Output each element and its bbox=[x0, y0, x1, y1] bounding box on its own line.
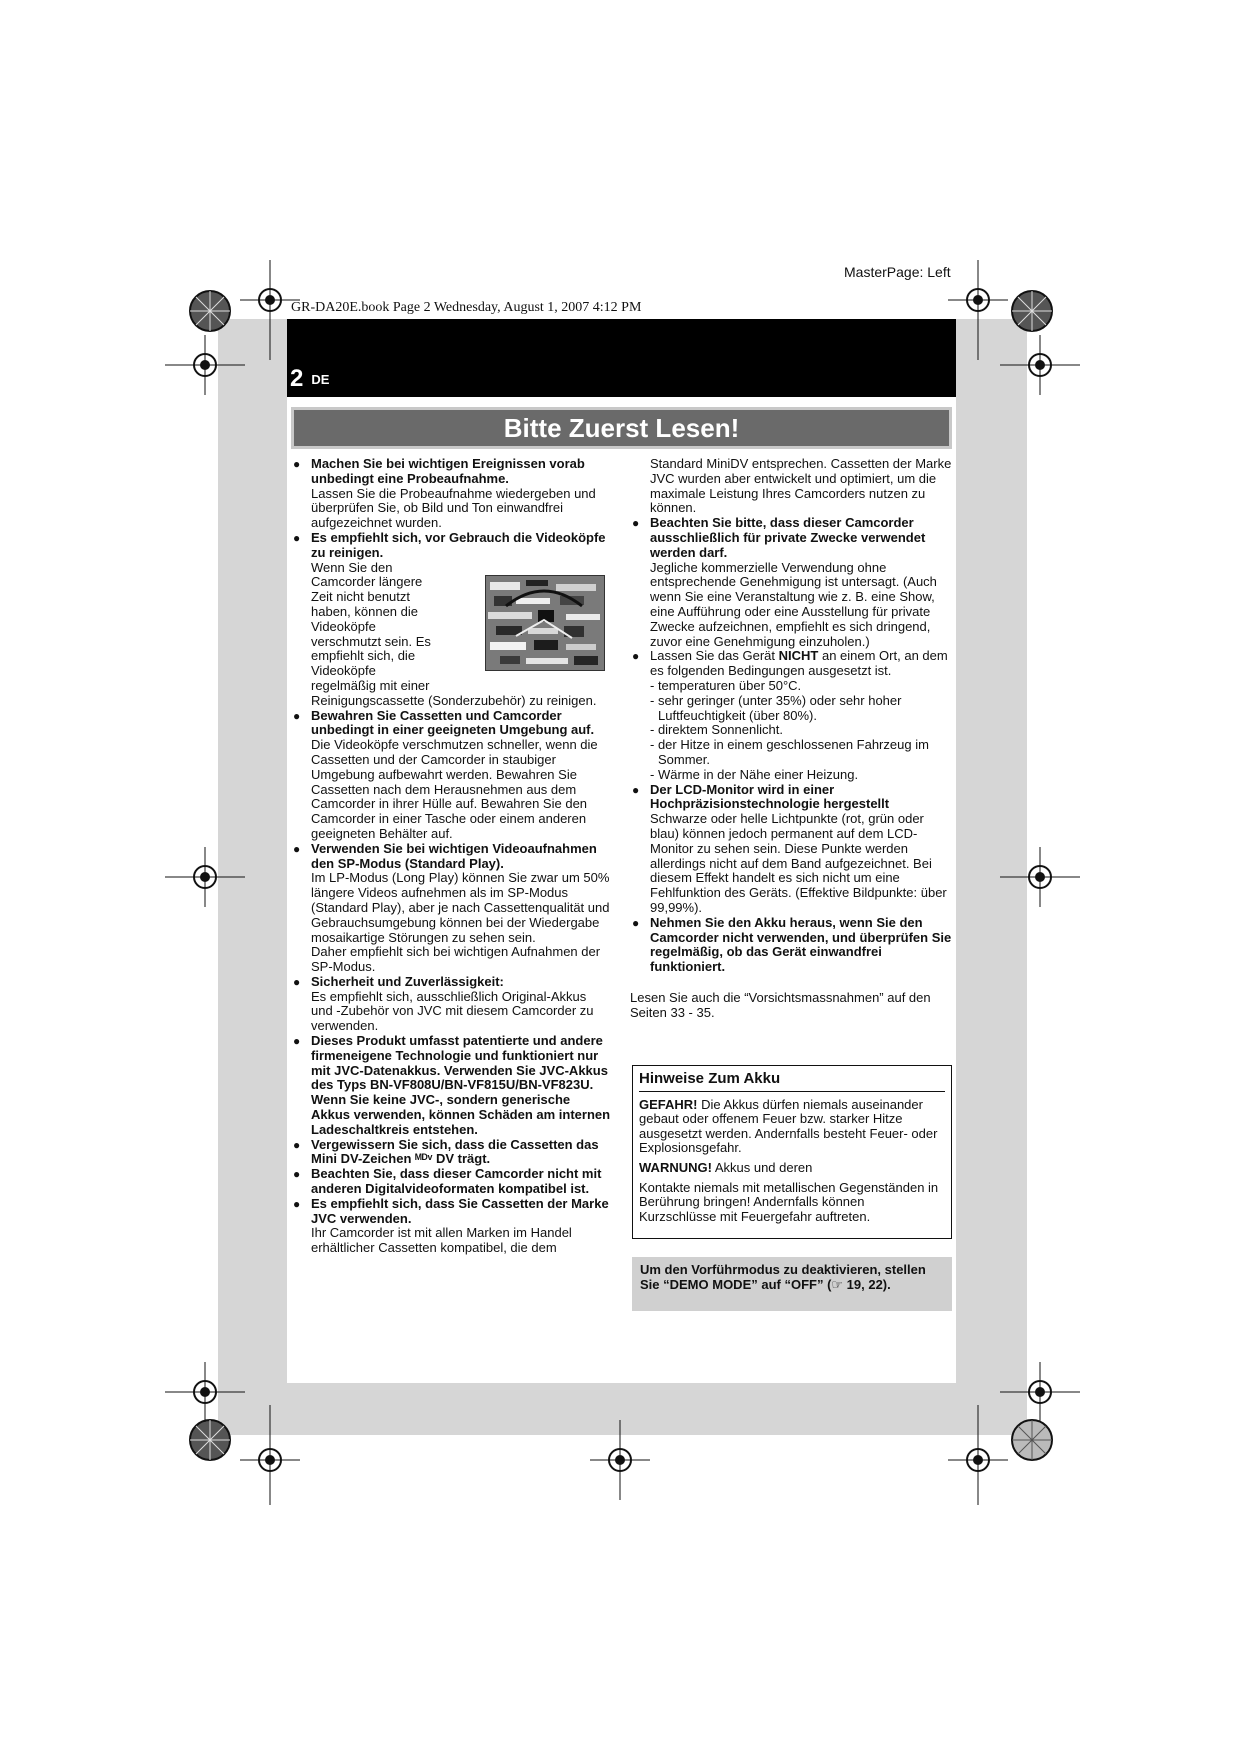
item-body-second: Daher empfiehlt sich bei wichtigen Aufnahmen der SP-Modus. bbox=[311, 944, 601, 975]
condition-item: - direktem Sonnenlicht. bbox=[650, 722, 783, 738]
registration-crosshair-icon bbox=[240, 260, 300, 360]
right-column bbox=[630, 457, 952, 1020]
registration-crosshair-icon bbox=[590, 1420, 650, 1500]
page-title: Bitte Zuerst Lesen! bbox=[291, 407, 952, 449]
warning-label: WARNUNG! bbox=[639, 1159, 712, 1175]
bullet-icon: ● bbox=[293, 457, 301, 471]
bullet-icon: ● bbox=[293, 841, 301, 856]
item-heading: Verwenden Sie bei wichtigen Videoaufnahmen den SP-Modus (Standard Play). bbox=[311, 840, 597, 871]
header-band bbox=[287, 319, 956, 397]
danger-label: GEFAHR! bbox=[639, 1096, 698, 1112]
condition-intro-end: an einem Ort, an dem es folgenden Bedingungen ausgesetzt ist. bbox=[650, 648, 948, 679]
bullet-icon: ● bbox=[293, 708, 301, 723]
see-also-text: Lesen Sie auch die “Vorsichtsmassnahmen” auf den Seiten 33 - 35. bbox=[630, 989, 931, 1020]
list-item bbox=[291, 1034, 611, 1138]
registration-crosshair-icon bbox=[240, 1405, 300, 1505]
color-wheel-icon bbox=[1002, 281, 1062, 341]
item-heading: Machen Sie bei wichtigen Ereignissen vorab unbedingt eine Probeaufnahme. bbox=[311, 456, 585, 486]
list-item bbox=[291, 457, 611, 531]
bullet-icon: ● bbox=[632, 649, 640, 664]
list-item bbox=[291, 1197, 611, 1256]
battery-notice-box bbox=[632, 1065, 952, 1239]
condition-emphasis: NICHT bbox=[778, 648, 819, 664]
item-heading: Beachten Sie bitte, dass dieser Camcorder ausschließlich für private Zwecke verwendet werden darf. bbox=[650, 515, 926, 560]
spacer bbox=[630, 975, 952, 991]
bullet-icon: ● bbox=[632, 915, 640, 930]
book-info-line: GR-DA20E.book Page 2 Wednesday, August 1, 2007 4:12 PM bbox=[291, 300, 642, 315]
continuation-text: Standard MiniDV entsprechen. Cassetten der Marke JVC wurden aber entwickelt und optimiert, um die maximale Leistung Ihres Camcorders nutzen zu können. bbox=[650, 456, 952, 516]
item-heading: Der LCD-Monitor wird in einer Hochpräzisionstechnologie hergestellt bbox=[650, 781, 890, 812]
color-wheel-icon bbox=[180, 281, 240, 341]
bullet-icon: ● bbox=[632, 516, 640, 531]
demo-mode-note: Um den Vorführmodus zu deaktivieren, stellen Sie “DEMO MODE” auf “OFF” (☞ 19, 22). bbox=[632, 1257, 952, 1311]
list-item bbox=[291, 709, 611, 842]
item-heading: Vergewissern Sie sich, dass die Cassetten das Mini DV-Zeichen ᴹᴰᵛ DV trägt. bbox=[311, 1136, 599, 1167]
registration-crosshair-icon bbox=[165, 335, 245, 395]
list-item bbox=[291, 1167, 611, 1197]
bullet-icon: ● bbox=[293, 530, 301, 545]
condition-item: - temperaturen über 50°C. bbox=[650, 677, 802, 693]
language-code: DE bbox=[311, 372, 330, 387]
item-heading: Sicherheit und Zuverlässigkeit: bbox=[311, 973, 504, 989]
item-body: Lassen Sie die Probeaufnahme wiedergeben und überprüfen Sie, ob Bild und Ton einwandfrei aufgezeichnet wurden. bbox=[311, 485, 596, 531]
battery-notice-title: Hinweise Zum Akku bbox=[639, 1072, 945, 1092]
item-body: Ihr Camcorder ist mit allen Marken im Handel erhältlicher Cassetten kompatibel, die dem bbox=[311, 1225, 572, 1256]
danger-paragraph bbox=[639, 1098, 945, 1156]
registration-crosshair-icon bbox=[1000, 847, 1080, 907]
condition-item: - sehr geringer (unter 35%) oder sehr hoher Luftfeuchtigkeit (über 80%). bbox=[650, 692, 902, 723]
bullet-icon: ● bbox=[293, 1196, 301, 1211]
bullet-icon: ● bbox=[293, 974, 301, 989]
registration-crosshair-icon bbox=[165, 1362, 245, 1422]
bullet-icon: ● bbox=[293, 1167, 301, 1182]
item-body: Schwarze oder helle Lichtpunkte (rot, grün oder blau) können jedoch permanent auf dem LCD-Monitor zu sehen sein. Diese Punkte werden allerdings nicht auf dem Band aufgezeichnet. Bei diesem Effekt handelt es sich nicht um eine Fehlfunktion des Geräts. (Effektive Bildpunkte: über 99,99%). bbox=[650, 811, 947, 915]
registration-crosshair-icon bbox=[1000, 335, 1080, 395]
warning-text: Akkus und deren bbox=[711, 1159, 813, 1175]
registration-crosshair-icon bbox=[1000, 1362, 1080, 1422]
item-heading: Es empfiehlt sich, vor Gebrauch die Videoköpfe zu reinigen. bbox=[311, 529, 606, 560]
item-heading: Bewahren Sie Cassetten und Camcorder unbedingt in einer geeigneten Umgebung auf. bbox=[311, 707, 595, 738]
item-heading: Dieses Produkt umfasst patentierte und andere firmeneigene Technologie und funktioniert nur mit JVC-Datenakkus. Verwenden Sie JVC-Akkus des Typs BN-VF808U/BN-VF815U/BN-VF823U. Wenn Sie keine JVC-, sondern generische Akkus verwenden, können Schäden am internen Ladeschaltkreis entstehen. bbox=[311, 1033, 611, 1137]
condition-intro: Lassen Sie das Gerät bbox=[650, 648, 779, 664]
list-item bbox=[630, 916, 952, 975]
list-item bbox=[630, 516, 952, 649]
list-item bbox=[291, 1138, 611, 1168]
condition-item: - der Hitze in einem geschlossenen Fahrzeug im Sommer. bbox=[650, 737, 929, 767]
item-heading: Beachten Sie, dass dieser Camcorder nicht mit anderen Digitalvideoformaten kompatibel ist. bbox=[311, 1166, 602, 1197]
registration-crosshair-icon bbox=[165, 847, 245, 907]
item-body: Im LP-Modus (Long Play) können Sie zwar um 50% längere Videos aufnehmen als im SP-Modus (Standard Play), aber je nach Cassettenqualität und Gebrauchsumgebung können bei der Wiedergabe mosaikartige Störungen zu sehen sein. bbox=[311, 870, 610, 945]
item-body-continued: Reinigungscassette (Sonderzubehör) zu reinigen. bbox=[311, 692, 597, 708]
condition-item: - Wärme in der Nähe einer Heizung. bbox=[650, 766, 859, 782]
list-item bbox=[291, 975, 611, 1034]
masterpage-label: MasterPage: Left bbox=[844, 264, 951, 280]
page-number-value: 2 bbox=[290, 365, 304, 392]
list-item bbox=[291, 842, 611, 975]
warning-paragraph bbox=[639, 1161, 945, 1176]
list-item bbox=[630, 783, 952, 916]
list-item bbox=[630, 649, 952, 679]
item-heading: Es empfiehlt sich, dass Sie Cassetten der Marke JVC verwenden. bbox=[311, 1195, 609, 1226]
noise-pattern-graphic bbox=[486, 576, 604, 670]
bullet-icon: ● bbox=[293, 1137, 301, 1152]
danger-text: Die Akkus dürfen niemals auseinander gebaut oder offenem Feuer bzw. starker Hitze ausgesetzt werden. Andernfalls besteht Feuer- oder Explosionsgefahr. bbox=[639, 1096, 938, 1156]
page-number bbox=[290, 366, 329, 393]
registration-crosshair-icon bbox=[948, 260, 1008, 360]
bullet-icon: ● bbox=[293, 1034, 301, 1049]
head-cleaning-noise-image bbox=[485, 575, 605, 671]
registration-crosshair-icon bbox=[948, 1405, 1008, 1505]
item-body bbox=[650, 649, 952, 679]
item-body: Die Videoköpfe verschmutzen schneller, wenn die Cassetten und der Camcorder in staubiger Umgebung aufbewahrt werden. Bewahren Sie Cassetten nach dem Herausnehmen aus dem Camcorder in ihrer Hülle auf. Bewahren Sie den Camcorder in einer Tasche oder einem anderen geeigneten Behälter auf. bbox=[311, 737, 598, 841]
item-heading: Nehmen Sie den Akku heraus, wenn Sie den Camcorder nicht verwenden, und überprüfen Sie regelmäßig, ob das Gerät einwandfrei funktioniert. bbox=[650, 914, 952, 975]
warning-body: Kontakte niemals mit metallischen Gegenständen in Berührung bringen! Andernfalls können Kurzschlüsse mit Feuergefahr auftreten. bbox=[639, 1179, 939, 1224]
bullet-icon: ● bbox=[632, 782, 640, 797]
item-body: Jegliche kommerzielle Verwendung ohne entsprechende Genehmigung ist untersagt. (Auch wenn Sie eine Veranstaltung wie z. B. eine Show, eine Aufführung oder eine Ausstellung für private Zwecke aufzeichnen, empfiehlt es sich dringend, zuvor eine Genehmigung einzuholen.) bbox=[650, 559, 937, 649]
item-body: Wenn Sie den Camcorder längere Zeit nicht benutzt haben, können die Videoköpfe verschmutzt sein. Es empfiehlt sich, die Videoköpfe regelmäßig mit einer bbox=[311, 559, 431, 693]
item-body: Es empfiehlt sich, ausschließlich Original-Akkus und -Zubehör von JVC mit diesem Camcorder zu verwenden. bbox=[311, 988, 594, 1034]
